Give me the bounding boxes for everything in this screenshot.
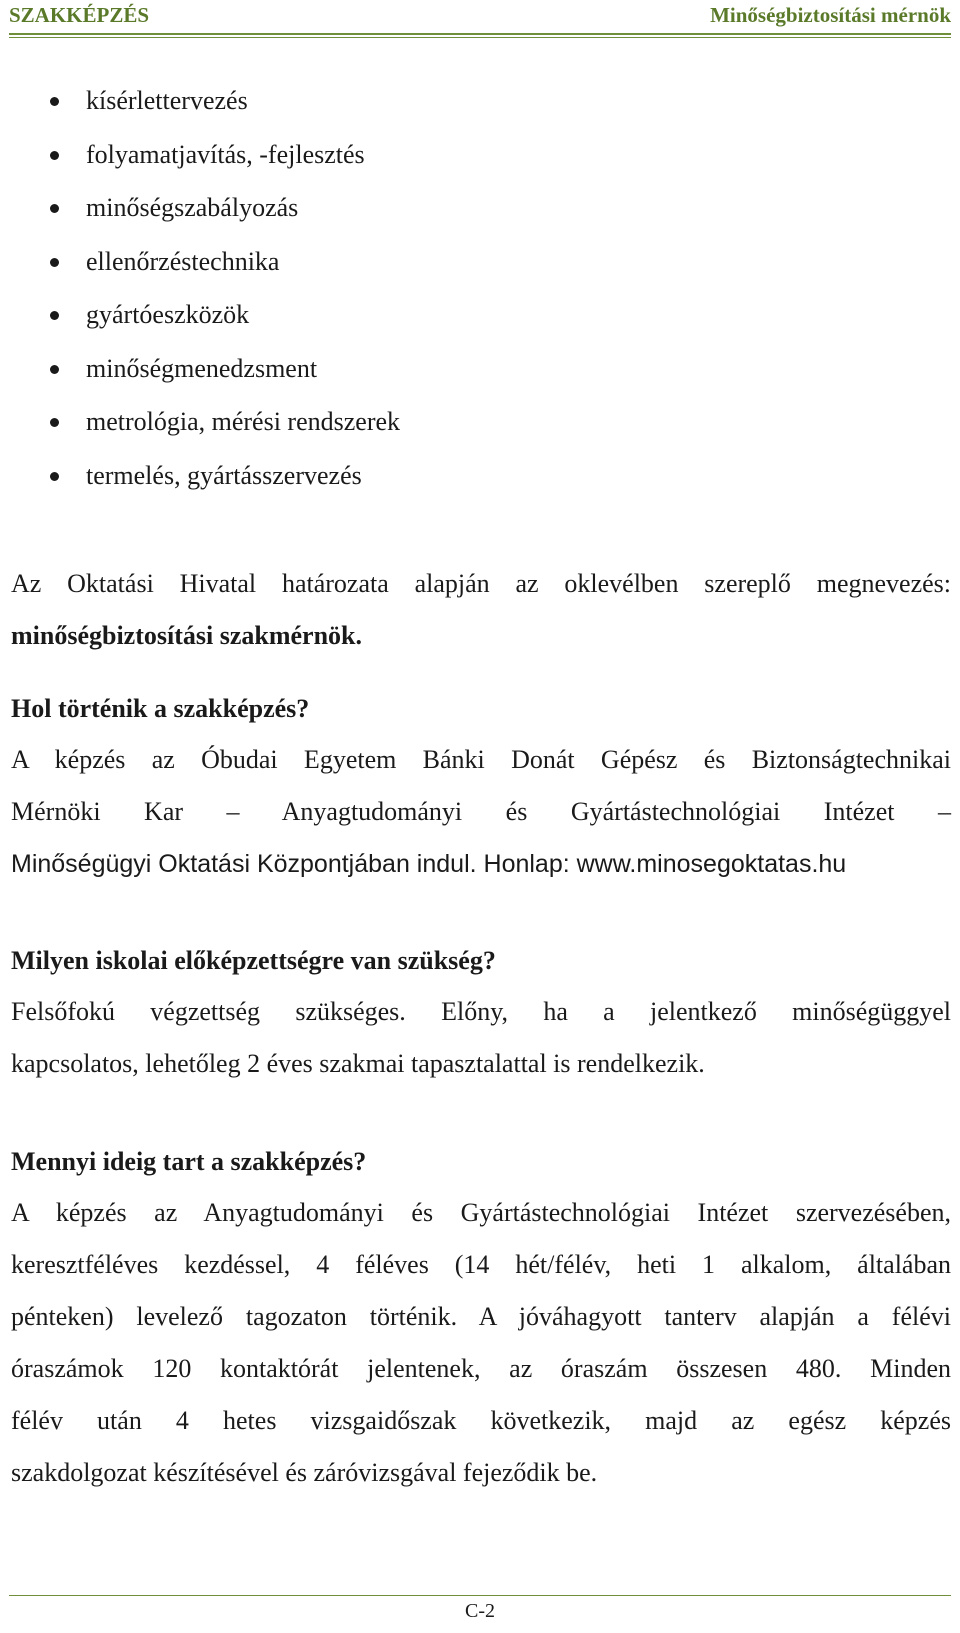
paragraph-line: szakdolgozat készítésével és záróvizsgával fejeződik be. <box>11 1458 598 1487</box>
duration-paragraph <box>11 1187 951 1499</box>
bullet-icon <box>50 258 59 267</box>
requirements-section <box>11 944 951 1090</box>
list-item: termelés, gyártásszervezés <box>0 459 400 513</box>
header-divider <box>9 33 951 38</box>
duration-heading: Mennyi ideig tart a szakképzés? <box>11 1147 367 1176</box>
bullet-icon <box>50 311 59 320</box>
paragraph-line: A képzés az Óbudai Egyetem Bánki Donát Gépész és Biztonságtechnikai <box>11 745 951 774</box>
bullet-icon <box>50 97 59 106</box>
bullet-icon <box>50 204 59 213</box>
paragraph-line: pénteken) levelező tagozaton történik. A jóváhagyott tanterv alapján a félévi <box>11 1302 951 1331</box>
list-item: minőségmenedzsment <box>0 352 400 406</box>
degree-statement: Az Oktatási Hivatal határozata alapján az oklevélben szereplő megnevezés: <box>11 569 951 598</box>
paragraph-line: óraszámok 120 kontaktórát jelentenek, az óraszám összesen 480. Minden <box>11 1354 951 1383</box>
paragraph-line: A képzés az Anyagtudományi és Gyártástechnológiai Intézet szervezésében, <box>11 1198 951 1227</box>
paragraph-line-website: Minőségügyi Oktatási Központjában indul. Honlap: www.minosegoktatas.hu <box>11 850 847 878</box>
footer-divider <box>9 1595 951 1596</box>
where-section <box>11 692 951 890</box>
requirements-paragraph <box>11 986 951 1090</box>
list-item: metrológia, mérési rendszerek <box>0 405 400 459</box>
topic-list <box>0 84 400 512</box>
list-item: ellenőrzéstechnika <box>0 245 400 299</box>
where-paragraph <box>11 734 951 890</box>
degree-name: minőségbiztosítási szakmérnök. <box>11 621 362 650</box>
degree-paragraph <box>11 558 951 662</box>
list-item: minőségszabályozás <box>0 191 400 245</box>
paragraph-line: keresztféléves kezdéssel, 4 féléves (14 hét/félév, heti 1 alkalom, általában <box>11 1250 951 1279</box>
paragraph-line: Felsőfokú végzettség szükséges. Előny, ha a jelentkező minőségüggyel <box>11 997 951 1026</box>
list-item: kísérlettervezés <box>0 84 400 138</box>
requirements-heading: Milyen iskolai előképzettségre van szükség? <box>11 946 496 975</box>
page-header <box>9 0 951 34</box>
bullet-icon <box>50 365 59 374</box>
paragraph-line: félév után 4 hetes vizsgaidőszak következik, majd az egész képzés <box>11 1406 951 1435</box>
list-item: gyártóeszközök <box>0 298 400 352</box>
header-section-title: SZAKKÉPZÉS <box>9 3 150 27</box>
page-number: C-2 <box>465 1600 495 1622</box>
bullet-icon <box>50 151 59 160</box>
paragraph-line: Mérnöki Kar – Anyagtudományi és Gyártástechnológiai Intézet – <box>11 797 951 826</box>
bullet-icon <box>50 472 59 481</box>
header-document-title: Minőségbiztosítási mérnök <box>710 3 951 27</box>
list-item: folyamatjavítás, -fejlesztés <box>0 138 400 192</box>
bullet-icon <box>50 418 59 427</box>
paragraph-line: kapcsolatos, lehetőleg 2 éves szakmai tapasztalattal is rendelkezik. <box>11 1049 705 1078</box>
where-heading: Hol történik a szakképzés? <box>11 694 310 723</box>
duration-section <box>11 1145 951 1499</box>
